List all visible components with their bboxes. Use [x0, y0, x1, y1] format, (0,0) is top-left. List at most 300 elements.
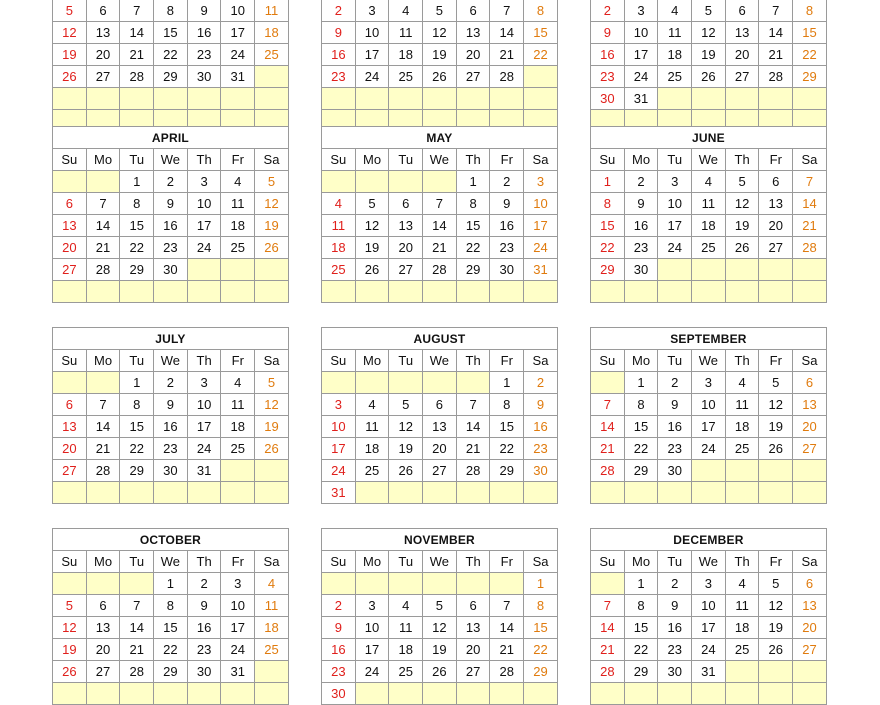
empty-cell: [524, 87, 558, 109]
empty-cell: [692, 482, 726, 504]
date-cell: 10: [692, 595, 726, 617]
date-cell: 2: [154, 372, 188, 394]
date-cell: 17: [692, 617, 726, 639]
date-cell: 9: [591, 21, 625, 43]
weekday-header: We: [154, 350, 188, 372]
empty-cell: [120, 683, 154, 705]
date-cell: 22: [120, 438, 154, 460]
date-cell: 21: [120, 43, 154, 65]
weekday-header: Su: [322, 350, 356, 372]
date-cell: 8: [154, 595, 188, 617]
date-cell: 14: [759, 21, 793, 43]
empty-cell: [86, 482, 120, 504]
date-cell: 9: [658, 394, 692, 416]
empty-cell: [456, 482, 490, 504]
empty-cell: [86, 372, 120, 394]
date-cell: 9: [154, 394, 188, 416]
weekday-header: We: [154, 551, 188, 573]
date-cell: 24: [624, 65, 658, 87]
date-cell: 28: [86, 460, 120, 482]
weekday-header: Fr: [221, 350, 255, 372]
date-cell: 26: [355, 259, 389, 281]
date-cell: 23: [187, 639, 221, 661]
date-cell: 25: [389, 661, 423, 683]
date-cell: 8: [624, 394, 658, 416]
date-cell: 5: [255, 171, 289, 193]
weekday-header: Mo: [86, 551, 120, 573]
date-cell: 21: [86, 237, 120, 259]
weekday-header: Sa: [255, 551, 289, 573]
empty-cell: [725, 683, 759, 705]
date-cell: 24: [524, 237, 558, 259]
empty-cell: [759, 259, 793, 281]
empty-cell: [423, 87, 457, 109]
date-cell: 27: [456, 661, 490, 683]
date-cell: 31: [187, 460, 221, 482]
weekday-header: Th: [187, 350, 221, 372]
date-cell: 27: [793, 438, 827, 460]
date-cell: 19: [759, 416, 793, 438]
empty-cell: [490, 573, 524, 595]
date-cell: 26: [423, 65, 457, 87]
empty-cell: [759, 87, 793, 109]
date-cell: 7: [490, 0, 524, 21]
weekday-header: Fr: [759, 149, 793, 171]
month-title: JULY: [53, 328, 289, 350]
weekday-header: Sa: [793, 551, 827, 573]
date-cell: 12: [53, 21, 87, 43]
date-cell: 4: [658, 0, 692, 21]
empty-cell: [53, 171, 87, 193]
date-cell: 28: [490, 661, 524, 683]
date-cell: 7: [120, 595, 154, 617]
date-cell: 6: [793, 573, 827, 595]
date-cell: 21: [490, 43, 524, 65]
date-cell: 16: [154, 215, 188, 237]
date-cell: 9: [187, 595, 221, 617]
weekday-header: Tu: [658, 551, 692, 573]
weekday-header: Tu: [120, 149, 154, 171]
date-cell: 11: [692, 193, 726, 215]
date-cell: 10: [355, 617, 389, 639]
empty-cell: [389, 573, 423, 595]
empty-cell: [53, 281, 87, 303]
date-cell: 15: [490, 416, 524, 438]
date-cell: 1: [624, 372, 658, 394]
date-cell: 6: [423, 394, 457, 416]
date-cell: 3: [221, 573, 255, 595]
date-cell: 16: [624, 215, 658, 237]
date-cell: 28: [423, 259, 457, 281]
empty-cell: [221, 460, 255, 482]
date-cell: 25: [221, 438, 255, 460]
month-calendar-june: [590, 126, 827, 303]
date-cell: 13: [423, 416, 457, 438]
date-cell: 11: [355, 416, 389, 438]
date-cell: 19: [255, 215, 289, 237]
empty-cell: [692, 683, 726, 705]
empty-cell: [322, 281, 356, 303]
date-cell: 2: [591, 0, 625, 21]
date-cell: 19: [725, 215, 759, 237]
date-cell: 4: [692, 171, 726, 193]
date-cell: 25: [725, 438, 759, 460]
date-cell: 6: [53, 394, 87, 416]
empty-cell: [524, 482, 558, 504]
date-cell: 16: [658, 617, 692, 639]
empty-cell: [423, 372, 457, 394]
date-cell: 4: [725, 573, 759, 595]
date-cell: 18: [322, 237, 356, 259]
date-cell: 22: [154, 43, 188, 65]
date-cell: 14: [120, 617, 154, 639]
date-cell: 30: [591, 87, 625, 109]
weekday-header: We: [692, 149, 726, 171]
weekday-header: Mo: [624, 149, 658, 171]
date-cell: 23: [524, 438, 558, 460]
date-cell: 19: [692, 43, 726, 65]
weekday-header: Su: [53, 149, 87, 171]
date-cell: 17: [221, 617, 255, 639]
weekday-header: We: [692, 551, 726, 573]
month-calendar-november: [321, 528, 558, 705]
empty-cell: [658, 259, 692, 281]
empty-cell: [658, 87, 692, 109]
empty-cell: [154, 683, 188, 705]
empty-cell: [456, 281, 490, 303]
weekday-header: Tu: [389, 551, 423, 573]
empty-cell: [53, 482, 87, 504]
date-cell: 18: [221, 215, 255, 237]
date-cell: 19: [53, 639, 87, 661]
empty-cell: [355, 372, 389, 394]
date-cell: 24: [658, 237, 692, 259]
date-cell: 9: [154, 193, 188, 215]
date-cell: 6: [456, 595, 490, 617]
date-cell: 2: [187, 573, 221, 595]
empty-cell: [255, 482, 289, 504]
date-cell: 4: [221, 372, 255, 394]
date-cell: 17: [187, 215, 221, 237]
date-cell: 17: [658, 215, 692, 237]
empty-cell: [53, 683, 87, 705]
empty-cell: [692, 460, 726, 482]
date-cell: 6: [86, 595, 120, 617]
date-cell: 15: [524, 21, 558, 43]
date-cell: 24: [221, 639, 255, 661]
empty-cell: [793, 683, 827, 705]
date-cell: 9: [322, 617, 356, 639]
weekday-header: We: [692, 350, 726, 372]
date-cell: 1: [120, 372, 154, 394]
date-cell: 14: [490, 21, 524, 43]
date-cell: 8: [120, 193, 154, 215]
date-cell: 20: [725, 43, 759, 65]
empty-cell: [86, 87, 120, 109]
date-cell: 3: [187, 372, 221, 394]
date-cell: 13: [725, 21, 759, 43]
month-title: NOVEMBER: [322, 529, 558, 551]
date-cell: 17: [221, 21, 255, 43]
date-cell: 6: [53, 193, 87, 215]
empty-cell: [793, 661, 827, 683]
date-cell: 25: [725, 639, 759, 661]
date-cell: 10: [187, 394, 221, 416]
empty-cell: [255, 65, 289, 87]
date-cell: 17: [187, 416, 221, 438]
month-calendar-september: [590, 327, 827, 504]
date-cell: 11: [221, 193, 255, 215]
empty-cell: [793, 281, 827, 303]
month-calendar-december: [590, 528, 827, 705]
date-cell: 26: [53, 65, 87, 87]
date-cell: 30: [154, 460, 188, 482]
date-cell: 17: [355, 639, 389, 661]
weekday-header: Su: [591, 149, 625, 171]
date-cell: 11: [725, 394, 759, 416]
weekday-header: Fr: [490, 350, 524, 372]
empty-cell: [389, 482, 423, 504]
date-cell: 10: [524, 193, 558, 215]
month-calendar-may: [321, 126, 558, 303]
date-cell: 13: [53, 215, 87, 237]
empty-cell: [86, 573, 120, 595]
empty-cell: [692, 281, 726, 303]
date-cell: 14: [120, 21, 154, 43]
date-cell: 26: [759, 438, 793, 460]
date-cell: 14: [490, 617, 524, 639]
date-cell: 5: [355, 193, 389, 215]
empty-cell: [591, 573, 625, 595]
date-cell: 27: [793, 639, 827, 661]
date-cell: 29: [591, 259, 625, 281]
empty-cell: [490, 482, 524, 504]
empty-cell: [490, 281, 524, 303]
date-cell: 29: [456, 259, 490, 281]
date-cell: 2: [322, 0, 356, 21]
date-cell: 11: [658, 21, 692, 43]
date-cell: 10: [322, 416, 356, 438]
weekday-header: Mo: [355, 551, 389, 573]
empty-cell: [221, 87, 255, 109]
date-cell: 24: [221, 43, 255, 65]
date-cell: 28: [591, 460, 625, 482]
date-cell: 5: [759, 573, 793, 595]
date-cell: 13: [53, 416, 87, 438]
empty-cell: [456, 87, 490, 109]
empty-cell: [793, 87, 827, 109]
empty-cell: [793, 259, 827, 281]
month-title: DECEMBER: [591, 529, 827, 551]
weekday-header: Mo: [355, 149, 389, 171]
date-cell: 23: [624, 237, 658, 259]
month-title: OCTOBER: [53, 529, 289, 551]
date-cell: 10: [221, 595, 255, 617]
date-cell: 20: [86, 43, 120, 65]
date-cell: 3: [355, 595, 389, 617]
weekday-header: Sa: [524, 551, 558, 573]
date-cell: 31: [322, 482, 356, 504]
empty-cell: [524, 683, 558, 705]
date-cell: 21: [793, 215, 827, 237]
weekday-header: Sa: [524, 350, 558, 372]
weekday-header: Sa: [793, 350, 827, 372]
date-cell: 21: [423, 237, 457, 259]
weekday-header: Th: [725, 149, 759, 171]
date-cell: 14: [591, 617, 625, 639]
date-cell: 15: [624, 416, 658, 438]
empty-cell: [759, 482, 793, 504]
empty-cell: [591, 281, 625, 303]
date-cell: 12: [423, 617, 457, 639]
weekday-header: Fr: [490, 551, 524, 573]
date-cell: 18: [255, 21, 289, 43]
date-cell: 24: [322, 460, 356, 482]
date-cell: 31: [692, 661, 726, 683]
date-cell: 12: [759, 394, 793, 416]
date-cell: 13: [759, 193, 793, 215]
date-cell: 5: [692, 0, 726, 21]
empty-cell: [423, 573, 457, 595]
date-cell: 13: [389, 215, 423, 237]
weekday-header: Mo: [86, 350, 120, 372]
date-cell: 11: [322, 215, 356, 237]
empty-cell: [423, 171, 457, 193]
date-cell: 22: [524, 43, 558, 65]
empty-cell: [389, 372, 423, 394]
weekday-header: Su: [591, 551, 625, 573]
date-cell: 12: [255, 193, 289, 215]
date-cell: 18: [725, 617, 759, 639]
empty-cell: [355, 87, 389, 109]
weekday-header: Su: [591, 350, 625, 372]
date-cell: 27: [86, 661, 120, 683]
empty-cell: [255, 460, 289, 482]
date-cell: 26: [389, 460, 423, 482]
empty-cell: [355, 482, 389, 504]
date-cell: 22: [624, 438, 658, 460]
empty-cell: [53, 573, 87, 595]
weekday-header: We: [423, 350, 457, 372]
date-cell: 27: [53, 460, 87, 482]
date-cell: 18: [389, 43, 423, 65]
date-cell: 25: [658, 65, 692, 87]
weekday-header: Mo: [624, 551, 658, 573]
empty-cell: [120, 281, 154, 303]
date-cell: 13: [86, 617, 120, 639]
date-cell: 24: [187, 237, 221, 259]
date-cell: 10: [355, 21, 389, 43]
empty-cell: [154, 281, 188, 303]
empty-cell: [86, 683, 120, 705]
date-cell: 9: [624, 193, 658, 215]
date-cell: 5: [53, 0, 87, 21]
date-cell: 26: [725, 237, 759, 259]
date-cell: 10: [221, 0, 255, 21]
weekday-header: Mo: [86, 149, 120, 171]
date-cell: 27: [456, 65, 490, 87]
empty-cell: [624, 482, 658, 504]
weekday-header: Sa: [793, 149, 827, 171]
empty-cell: [255, 87, 289, 109]
date-cell: 15: [793, 21, 827, 43]
date-cell: 1: [591, 171, 625, 193]
date-cell: 24: [355, 661, 389, 683]
empty-cell: [187, 281, 221, 303]
date-cell: 26: [692, 65, 726, 87]
date-cell: 1: [120, 171, 154, 193]
weekday-header: Mo: [355, 350, 389, 372]
date-cell: 21: [490, 639, 524, 661]
empty-cell: [355, 281, 389, 303]
empty-cell: [490, 87, 524, 109]
month-title: SEPTEMBER: [591, 328, 827, 350]
date-cell: 19: [759, 617, 793, 639]
date-cell: 28: [759, 65, 793, 87]
date-cell: 4: [725, 372, 759, 394]
empty-cell: [591, 482, 625, 504]
empty-cell: [187, 87, 221, 109]
date-cell: 31: [524, 259, 558, 281]
empty-cell: [120, 482, 154, 504]
date-cell: 22: [624, 639, 658, 661]
empty-cell: [255, 661, 289, 683]
date-cell: 15: [120, 416, 154, 438]
weekday-header: Th: [187, 149, 221, 171]
date-cell: 30: [187, 661, 221, 683]
date-cell: 18: [725, 416, 759, 438]
date-cell: 2: [524, 372, 558, 394]
date-cell: 11: [389, 21, 423, 43]
weekday-header: Fr: [221, 551, 255, 573]
date-cell: 6: [793, 372, 827, 394]
date-cell: 20: [86, 639, 120, 661]
date-cell: 24: [692, 438, 726, 460]
date-cell: 20: [456, 43, 490, 65]
date-cell: 21: [759, 43, 793, 65]
empty-cell: [759, 661, 793, 683]
empty-cell: [221, 482, 255, 504]
date-cell: 23: [187, 43, 221, 65]
date-cell: 23: [322, 661, 356, 683]
date-cell: 27: [53, 259, 87, 281]
date-cell: 18: [355, 438, 389, 460]
date-cell: 30: [624, 259, 658, 281]
empty-cell: [725, 482, 759, 504]
weekday-header: Sa: [255, 149, 289, 171]
date-cell: 8: [591, 193, 625, 215]
date-cell: 29: [793, 65, 827, 87]
date-cell: 21: [86, 438, 120, 460]
date-cell: 28: [591, 661, 625, 683]
empty-cell: [355, 171, 389, 193]
date-cell: 9: [658, 595, 692, 617]
date-cell: 6: [456, 0, 490, 21]
date-cell: 12: [355, 215, 389, 237]
date-cell: 23: [154, 237, 188, 259]
date-cell: 18: [221, 416, 255, 438]
weekday-header: Th: [187, 551, 221, 573]
date-cell: 15: [624, 617, 658, 639]
date-cell: 7: [86, 193, 120, 215]
date-cell: 3: [524, 171, 558, 193]
date-cell: 5: [255, 372, 289, 394]
month-calendar-partial-2: [590, 0, 827, 132]
date-cell: 15: [120, 215, 154, 237]
empty-cell: [120, 573, 154, 595]
date-cell: 15: [154, 617, 188, 639]
empty-cell: [725, 281, 759, 303]
